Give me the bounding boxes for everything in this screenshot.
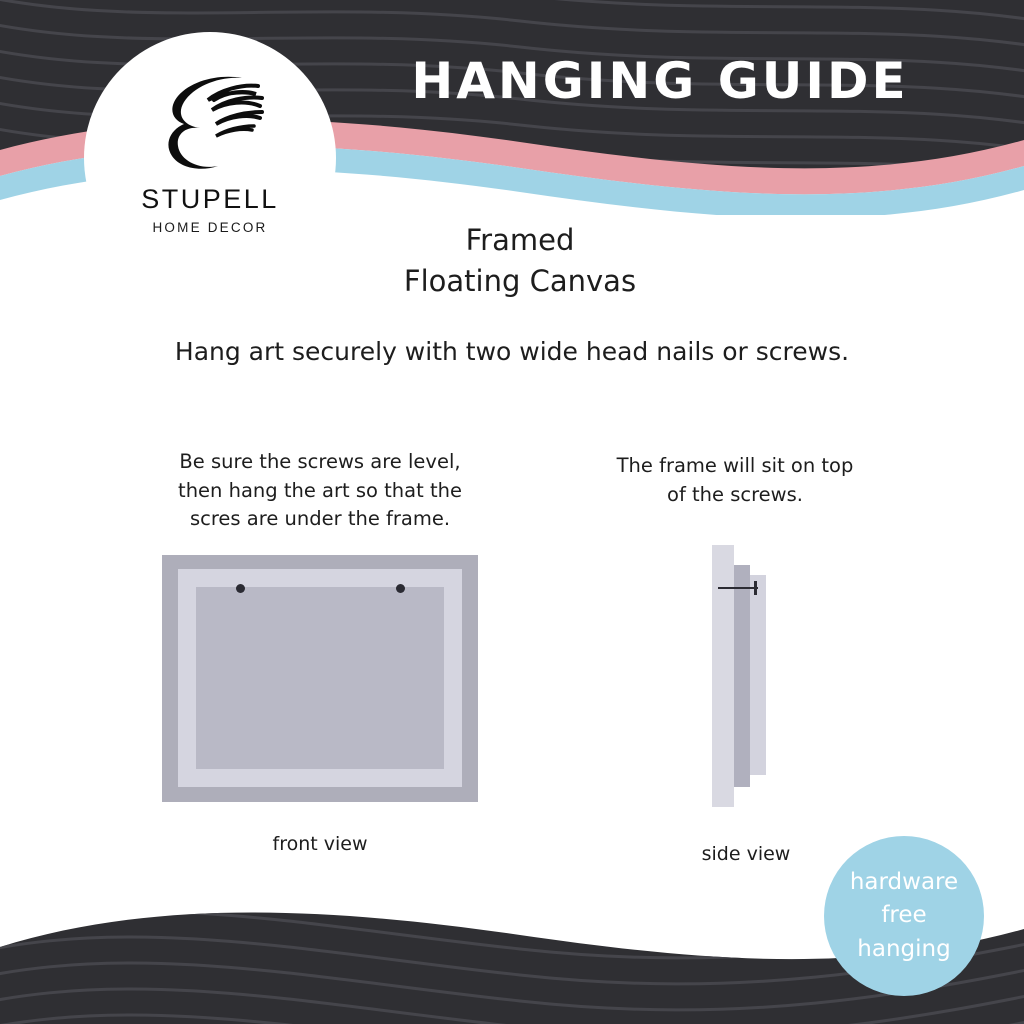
lead-instruction: Hang art securely with two wide head nails or screws. — [174, 337, 850, 366]
side-view-screw-head-icon — [754, 581, 757, 595]
badge-line1: hardware — [849, 868, 959, 895]
side-instruction-line1: The frame will sit on top — [616, 454, 854, 477]
product-title-line1: Framed — [465, 223, 575, 257]
front-instruction-line3: scres are under the frame. — [189, 507, 451, 531]
swirl-logo-icon — [150, 68, 270, 180]
front-view-diagram — [162, 555, 478, 802]
front-instruction-line1: Be sure the screws are level, — [179, 450, 461, 473]
side-view-frame — [734, 565, 750, 787]
side-view-instructions — [570, 452, 900, 509]
logo-brand-subtitle: HOME DECOR — [152, 220, 268, 235]
front-view-canvas — [196, 587, 444, 769]
screw-dot-left-icon — [236, 584, 245, 593]
badge-line2: free — [881, 902, 927, 929]
product-title — [330, 220, 710, 303]
front-instruction-line2: then hang the art so that the — [178, 478, 462, 502]
side-instruction-line2: of the screws. — [667, 482, 803, 506]
brand-logo — [84, 32, 336, 284]
side-view-diagram — [706, 545, 786, 807]
hardware-free-badge — [824, 836, 984, 996]
front-view-caption: front view — [272, 833, 368, 855]
side-view-caption: side view — [701, 843, 791, 865]
logo-brand-name: STUPELL — [141, 184, 279, 214]
screw-dot-right-icon — [396, 584, 405, 593]
page-title: HANGING GUIDE — [411, 52, 909, 110]
front-view-mat — [178, 569, 462, 787]
side-view-canvas — [750, 575, 766, 775]
front-view-instructions — [130, 448, 510, 534]
side-view-screw-icon — [718, 587, 758, 589]
side-view-wall — [712, 545, 734, 807]
product-title-line2: Floating Canvas — [403, 264, 637, 299]
badge-line3: hanging — [857, 935, 951, 962]
